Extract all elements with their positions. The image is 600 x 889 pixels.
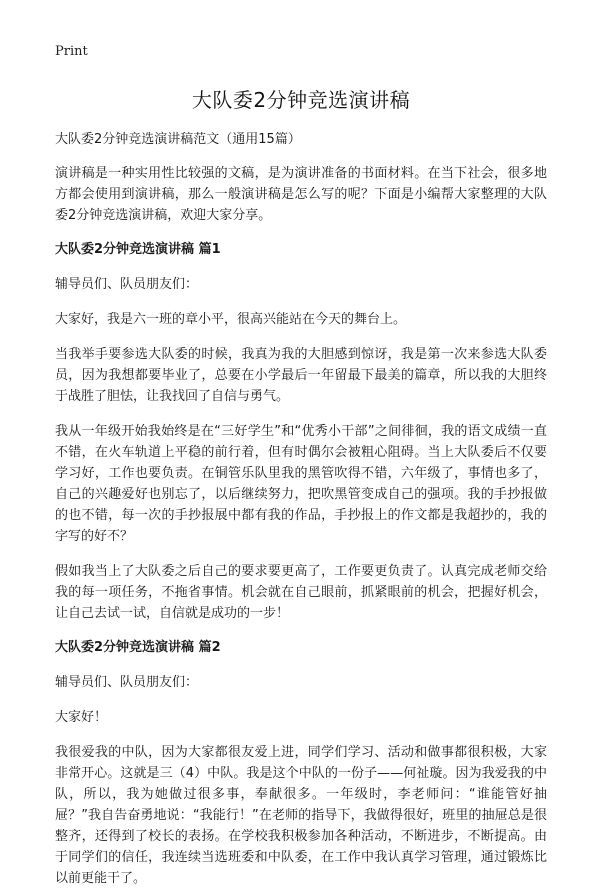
body-paragraph: 当我举手要参选大队委的时候，我真为我的大胆感到惊讶，我是第一次来参选大队委员，因为我想都要毕业了，总要在小学最后一年留最下最美的篇章，所以我的大胆终于战胜了胆怯，让我找回了自信与勇气。 <box>55 347 547 404</box>
body-paragraph: 我从一年级开始我始终是在“三好学生”和“优秀小干部”之间徘徊，我的语文成绩一直不错，在火车轨道上平稳的前行着，但有时偶尔会被粗心阻碍。当上大队委后不仅要学习好，工作也要负责。在铜管乐队里我的黑管吹得不错，六年级了，事情也多了，自己的兴趣爱好也别忘了，以后继续努力，把吹黑管变成自己的强项。我的手抄报做的也不错，每一次的手抄报展中都有我的作品，手抄报上的作文都是我超抄的，我的字写的好不？ <box>55 424 547 544</box>
print-link[interactable]: Print <box>55 44 88 59</box>
greeting-paragraph: 辅导员们、队员朋友们： <box>55 675 199 690</box>
body-paragraph: 大家好，我是六一班的章小平，很高兴能站在今天的舞台上。 <box>55 312 407 327</box>
page-title: 大队委2分钟竞选演讲稿 <box>191 88 411 112</box>
body-paragraph: 我很爱我的中队，因为大家都很友爱上进，同学们学习、活动和做事都很积极，大家非常开心。这就是三（4）中队。我是这个中队的一份子——何祉璇。因为我爱我的中队，所以，我为她做过很多事，奉献很多。一年级时，李老师问：“谁能管好抽屉？”我自告奋勇地说：“我能行！”在老师的指导下，我做得很好，班里的抽屉总是很整齐，还得到了校长的表扬。在学校我积极参加各种活动，不断进步，不断提高。由于同学们的信任，我连续当选班委和中队委，在工作中我认真学习管理，通过锻炼比以前更能干了。 <box>55 745 547 886</box>
intro-paragraph: 演讲稿是一种实用性比较强的文稿，是为演讲准备的书面材料。在当下社会，很多地方都会使用到演讲稿，那么一般演讲稿是怎么写的呢？下面是小编帮大家整理的大队委2分钟竞选演讲稿，欢迎大家分享。 <box>55 166 547 223</box>
section-heading-1: 大队委2分钟竞选演讲稿 篇1 <box>55 242 221 257</box>
body-paragraph: 假如我当上了大队委之后自己的要求要更高了，工作要更负责了。认真完成老师交给我的每一项任务，不拖省事情。机会就在自己眼前，抓紧眼前的机会，把握好机会，让自己去试一试，自信就是成功的一步！ <box>55 564 547 621</box>
document-subtitle: 大队委2分钟竞选演讲稿范文（通用15篇） <box>55 132 301 147</box>
section-heading-2: 大队委2分钟竞选演讲稿 篇2 <box>55 640 221 655</box>
body-paragraph: 大家好！ <box>55 710 108 725</box>
greeting-paragraph: 辅导员们、队员朋友们： <box>55 277 199 292</box>
